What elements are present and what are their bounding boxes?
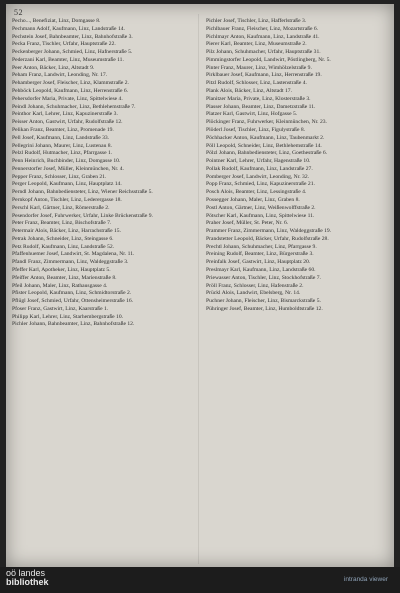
directory-entry: Pöll Leopold, Schneider, Linz, Bethlehemstraße 14. bbox=[206, 142, 322, 149]
directory-entry: Perndl Johann, Bahnbediensteter, Linz, Wiener Reichsstraße 5. bbox=[12, 189, 153, 196]
directory-entry: Pierer Karl, Beamter, Linz, Museumstraße 2. bbox=[206, 41, 307, 48]
footer-bar bbox=[0, 567, 400, 593]
directory-entry: Pimmingstorfer Leopold, Landwirt, Pöstlingberg, Nr. 5. bbox=[206, 56, 331, 63]
directory-entry: Peindl Johann, Schuhmacher, Linz, Bethlehemstraße 7. bbox=[12, 103, 136, 110]
directory-entry: Pell Josef, Kaufmann, Linz, Landstraße 33. bbox=[12, 134, 110, 141]
directory-entry: Pfeil Johann, Maler, Linz, Rathausgasse 4. bbox=[12, 282, 108, 289]
logo-line-2: bibliothek bbox=[6, 577, 49, 587]
directory-entry: Puchner Johann, Fleischer, Linz, Bismarckstraße 5. bbox=[206, 298, 321, 305]
directory-entry: Pesendorfer Josef, Fuhrwerker, Urfahr, Linke Brückenstraße 9. bbox=[12, 212, 153, 219]
directory-entry: Pecho..., Benefiziat, Linz, Domgasse 8. bbox=[12, 18, 101, 24]
directory-entry: Pichlmayr Anton, Kaufmann, Linz, Landstraße 41. bbox=[206, 33, 320, 40]
directory-entry: Pernkopf Anton, Tischler, Linz, Lederergasse 18. bbox=[12, 196, 122, 203]
viewer-label[interactable]: intranda viewer bbox=[343, 576, 388, 583]
directory-entry: Pederzani Karl, Beamter, Linz, Museumstraße 11. bbox=[12, 56, 124, 63]
directory-entry: Peer Anton, Bäcker, Linz, Altstadt 9. bbox=[12, 64, 95, 71]
directory-entry: Pröll Franz, Schlosser, Linz, Hafenstraße 2. bbox=[206, 282, 304, 289]
directory-entry: Pfeffer Karl, Apotheker, Linz, Hauptplatz 5. bbox=[12, 267, 111, 273]
directory-entry: Pellegrini Johann, Maurer, Linz, Lustenau 8. bbox=[12, 142, 112, 149]
directory-entry: Pelzl Rudolf, Hutmacher, Linz, Pfarrgasse 1. bbox=[12, 150, 113, 157]
directory-entry: Plasser Johann, Beamter, Linz, Dametzstraße 11. bbox=[206, 103, 316, 110]
directory-entry: Peinthor Karl, Lehrer, Linz, Kapuzinerstraße 3. bbox=[12, 111, 118, 118]
directory-entry: Pfandl Franz, Zimmermann, Linz, Waldeggstraße 3. bbox=[12, 259, 129, 266]
column-gutter bbox=[198, 14, 199, 564]
directory-entry: Pflügl Josef, Schmied, Urfahr, Ottensheimerstraße 16. bbox=[12, 298, 134, 305]
left-column bbox=[12, 18, 190, 329]
directory-entry: Petz Rudolf, Kaufmann, Linz, Landstraße 52. bbox=[12, 243, 115, 250]
directory-entry: Pfaffenhuemer Josef, Landwirt, St. Magdalena, Nr. 11. bbox=[12, 251, 135, 258]
directory-entry: Prandstetter Leopold, Bäcker, Urfahr, Rudolfstraße 28. bbox=[206, 235, 329, 242]
directory-entry: Plöckinger Franz, Fuhrwerker, Kleinmünchen, Nr. 23. bbox=[206, 119, 327, 126]
directory-entry: Preslmayr Karl, Kaufmann, Linz, Landstraße 60. bbox=[206, 267, 316, 273]
directory-entry: Pöchhacker Anton, Kaufmann, Linz, Taubenmarkt 2. bbox=[206, 134, 325, 141]
directory-entry: Possegger Johann, Maler, Linz, Graben 8. bbox=[206, 196, 300, 203]
directory-entry: Peckenberger Johann, Schmied, Linz, Hafnerstraße 5. bbox=[12, 49, 133, 56]
directory-entry: Posch Alois, Beamter, Linz, Lessingstraße 4. bbox=[206, 189, 307, 196]
directory-entry: Pomberger Josef, Landwirt, Leonding, Nr. 32. bbox=[206, 173, 310, 180]
directory-entry: Pichler Josef, Tischler, Linz, Hafferlstraße 3. bbox=[206, 18, 307, 24]
directory-entry: Peisser Anton, Gastwirt, Urfahr, Rudolfstraße 12. bbox=[12, 119, 123, 126]
directory-entry: Pennerstorfer Josef, Müller, Kleinmünchen, Nr. 4. bbox=[12, 165, 124, 172]
directory-entry: Prückl Alois, Landwirt, Ebelsberg, Nr. 14. bbox=[206, 290, 301, 297]
directory-entry: Postl Anton, Gärtner, Linz, Weißenwolffstraße 2. bbox=[206, 204, 316, 211]
right-column bbox=[206, 18, 384, 314]
directory-entry: Pechmann Adolf, Kaufmann, Linz, Landstraße 14. bbox=[12, 25, 125, 32]
directory-entry: Plank Alois, Bäcker, Linz, Altstadt 17. bbox=[206, 88, 293, 95]
directory-entry: Pfister Leopold, Kaufmann, Linz, Schmidtorstraße 2. bbox=[12, 290, 132, 297]
directory-entry: Plöderl Josef, Tischler, Linz, Figulystraße 8. bbox=[206, 126, 306, 133]
directory-entry: Preining Rudolf, Beamter, Linz, Bürgerstraße 3. bbox=[206, 251, 314, 258]
directory-entry: Pölzl Johann, Bahnbediensteter, Linz, Goethestraße 6. bbox=[206, 150, 328, 157]
directory-entry: Perger Leopold, Kaufmann, Linz, Hauptplatz 14. bbox=[12, 181, 122, 188]
directory-entry: Pepper Franz, Schlosser, Linz, Graben 21. bbox=[12, 173, 107, 180]
directory-entry: Praher Josef, Müller, St. Peter, Nr. 6. bbox=[206, 220, 289, 227]
directory-entry: Pecka Franz, Tischler, Urfahr, Hauptstraße 22. bbox=[12, 41, 116, 48]
directory-entry: Pitzl Rudolf, Schlosser, Linz, Lastenstraße 4. bbox=[206, 80, 307, 87]
directory-entry: Pühringer Josef, Beamter, Linz, Humboldtstraße 12. bbox=[206, 305, 323, 312]
directory-entry: Preinfalk Josef, Gastwirt, Linz, Hauptplatz 20. bbox=[206, 259, 311, 266]
directory-entry: Pehböck Leopold, Kaufmann, Linz, Herrenstraße 6. bbox=[12, 88, 129, 95]
directory-entry: Pehersdorfer Maria, Private, Linz, Spittelwiese 4. bbox=[12, 95, 123, 102]
directory-entry: Pilz Johann, Schuhmacher, Urfahr, Hauptstraße 31. bbox=[206, 49, 321, 56]
directory-entry: Pfeiffer Anton, Beamter, Linz, Marienstraße 8. bbox=[12, 274, 117, 281]
library-logo[interactable] bbox=[6, 569, 49, 587]
directory-entry: Planitzer Maria, Private, Linz, Klosterstraße 3. bbox=[206, 95, 311, 102]
directory-entry: Philipp Karl, Lehrer, Linz, Starhembergstraße 10. bbox=[12, 313, 124, 320]
directory-entry: Petermair Alois, Bäcker, Linz, Harrachstraße 15. bbox=[12, 228, 121, 235]
logo-line-1: oö landes bbox=[6, 568, 46, 578]
directory-entry: Pichlbauer Franz, Fleischer, Linz, Mozartstraße 6. bbox=[206, 25, 319, 32]
directory-entry: Pirklbauer Josef, Kaufmann, Linz, Herrenstraße 19. bbox=[206, 72, 322, 79]
directory-entry: Pointner Karl, Lehrer, Urfahr, Hagenstraße 10. bbox=[206, 158, 311, 165]
directory-entry: Platzer Karl, Gastwirt, Linz, Hofgasse 5. bbox=[206, 111, 298, 118]
scanned-page bbox=[6, 4, 394, 567]
directory-entry: Priewasser Anton, Tischler, Linz, Stockhofstraße 7. bbox=[206, 274, 321, 281]
directory-entry: Pelikan Franz, Beamter, Linz, Promenade 19. bbox=[12, 126, 114, 133]
directory-entry: Peter Franz, Beamter, Linz, Bischofstraße 7. bbox=[12, 220, 112, 227]
directory-entry: Pötscher Karl, Kaufmann, Linz, Spittelwiese 11. bbox=[206, 212, 315, 219]
directory-entry: Perschl Karl, Gärtner, Linz, Römerstraße 2. bbox=[12, 204, 110, 211]
directory-entry: Popp Franz, Schmied, Linz, Kapuzinerstraße 21. bbox=[206, 181, 315, 188]
directory-entry: Pehamberger Josef, Fleischer, Linz, Klammstraße 2. bbox=[12, 80, 129, 87]
directory-entry: Pollak Rudolf, Kaufmann, Linz, Landstraße 27. bbox=[206, 165, 313, 172]
directory-entry: Pfoser Franz, Gastwirt, Linz, Kaarstraße 1. bbox=[12, 305, 109, 312]
directory-entry: Peham Franz, Landwirt, Leonding, Nr. 17. bbox=[12, 72, 108, 79]
directory-entry: Pinter Franz, Maurer, Linz, Wimhölzelstraße 9. bbox=[206, 64, 312, 71]
directory-entry: Prammer Franz, Zimmermann, Linz, Waldeggstraße 19. bbox=[206, 228, 332, 235]
directory-entry: Penn Heinrich, Buchbinder, Linz, Domgasse 10. bbox=[12, 158, 121, 165]
directory-entry: Petrak Johann, Schneider, Linz, Steingasse 6. bbox=[12, 235, 114, 242]
directory-entry: Prechtl Johann, Schuhmacher, Linz, Pfarrgasse 9. bbox=[206, 243, 317, 250]
directory-entry: Pechstein Josef, Bahnbeamter, Linz, Bahnhofstraße 3. bbox=[12, 33, 133, 40]
directory-entry: Pichler Johann, Bahnbeamter, Linz, Bahnhofstraße 12. bbox=[12, 321, 135, 328]
page-number: 52 bbox=[14, 8, 23, 17]
